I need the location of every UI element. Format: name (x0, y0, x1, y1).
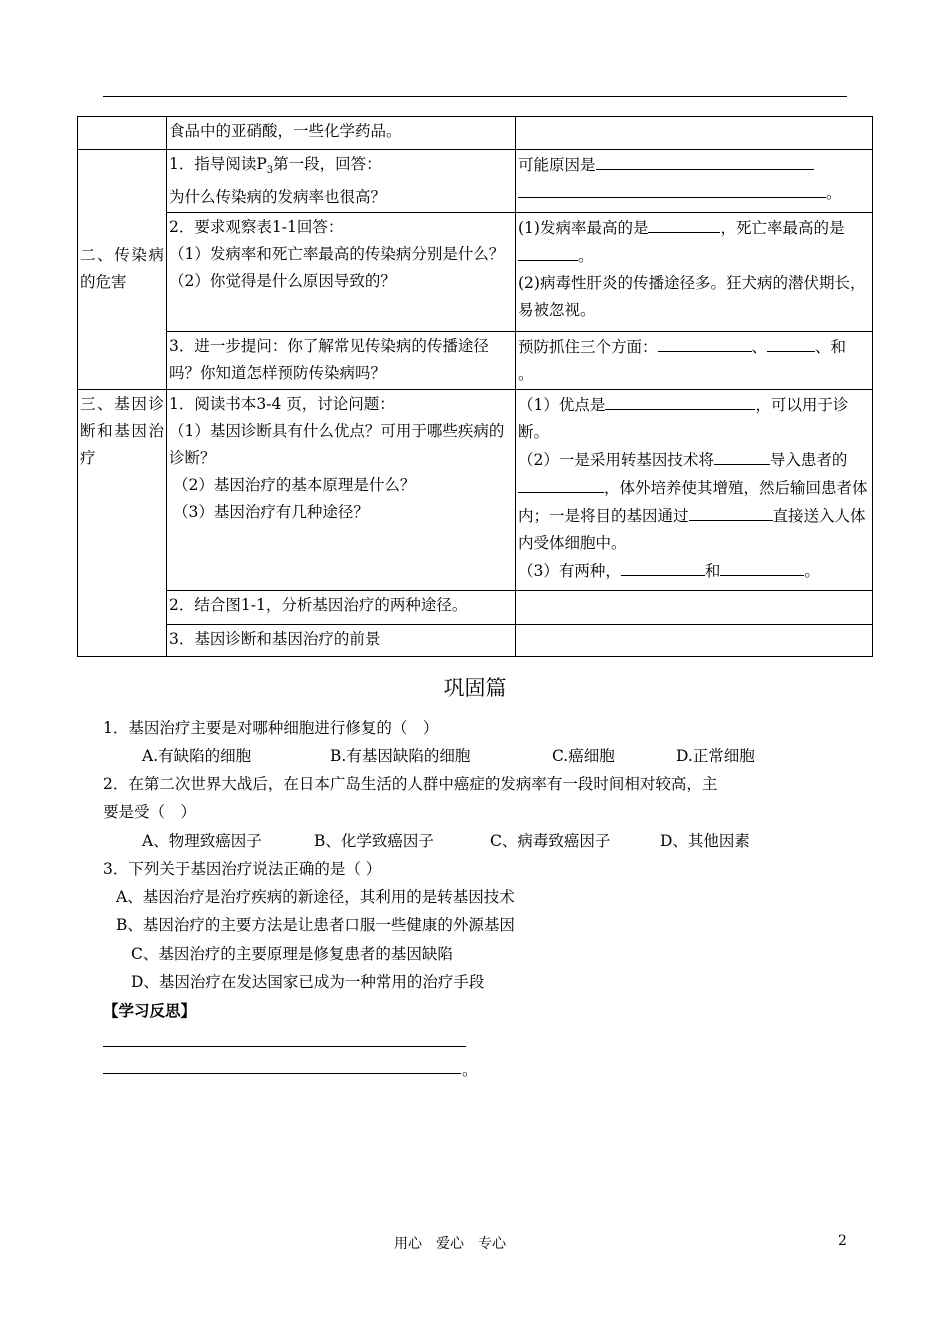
blank[interactable] (648, 214, 720, 233)
option[interactable]: C、病毒致癌因子 (490, 832, 611, 850)
blank[interactable] (518, 242, 578, 261)
blank[interactable] (518, 179, 826, 198)
option[interactable]: D、基因治疗在发达国家已成为一种常用的治疗手段 (131, 973, 485, 991)
header-rule (103, 96, 847, 97)
answer-cell: 可能原因是 。 (516, 150, 873, 213)
blank[interactable] (621, 557, 705, 576)
blank[interactable] (689, 502, 773, 521)
activity-cell: 食品中的亚硝酸，一些化学药品。 (167, 117, 516, 150)
table-row (78, 591, 873, 625)
table-row (78, 213, 873, 332)
activity-cell: 1．指导阅读$P_3$第一段，回答： 为什么传染病的发病率也很高？ (167, 150, 516, 213)
question-2-options (142, 827, 750, 855)
lesson-table (77, 116, 873, 657)
blank[interactable] (605, 391, 755, 410)
blank[interactable] (767, 333, 815, 352)
table-row (78, 117, 873, 150)
answer-cell (516, 591, 873, 625)
option[interactable]: B、化学致癌因子 (314, 832, 434, 850)
table-row (78, 390, 873, 591)
option[interactable]: D、其他因素 (660, 832, 750, 850)
blank[interactable] (596, 151, 814, 170)
option[interactable]: B.有基因缺陷的细胞 (330, 747, 471, 765)
question-1-options (142, 742, 755, 770)
table-row (78, 332, 873, 390)
answer-cell (516, 117, 873, 150)
activity-cell: 1．阅读书本3-4 页，讨论问题： （1）基因诊断具有什么优点？可用于哪些疾病的诊断？ （2）基因治疗的基本原理是什么？ （3）基因治疗有几种途径？ (167, 390, 516, 591)
footer-motto: 用心 爱心 专心 (394, 1236, 506, 1252)
blank[interactable] (518, 474, 604, 493)
option[interactable]: C、基因治疗的主要原理是修复患者的基因缺陷 (131, 945, 453, 963)
page-number: 2 (838, 1233, 847, 1249)
answer-cell: (1)发病率最高的是 ，死亡率最高的是。 (2)病毒性肝炎的传播途径多。狂犬病的潜伏期长，易被忽视。 (516, 213, 873, 332)
section-title: 巩固篇 (443, 676, 507, 700)
activity-cell: 2．要求观察表1-1回答： （1）发病率和死亡率最高的传染病分别是什么？ （2）你觉得是什么原因导致的？ (167, 213, 516, 332)
activity-cell: 3．进一步提问：你了解常见传染病的传播途径吗？你知道怎样预防传染病吗？ (167, 332, 516, 390)
reflection-end-mark: 。 (462, 1061, 478, 1079)
question-1: 1．基因治疗主要是对哪种细胞进行修复的（ ） (103, 719, 439, 737)
reflection-line[interactable] (103, 1073, 461, 1074)
blank[interactable] (658, 333, 752, 352)
option[interactable]: A.有缺陷的细胞 (142, 747, 252, 765)
section-label-empty (78, 117, 167, 150)
option[interactable]: D.正常细胞 (676, 747, 755, 765)
table-row (78, 150, 873, 213)
option[interactable]: A、基因治疗是治疗疾病的新途径，其利用的是转基因技术 (116, 888, 515, 906)
reflection-line[interactable] (103, 1046, 466, 1047)
answer-cell: 预防抓住三个方面： 、 、和 。 (516, 332, 873, 390)
section-label: 三、基因诊断和基因治疗 (78, 390, 167, 657)
blank[interactable] (720, 557, 804, 576)
activity-cell: 2．结合图1-1，分析基因治疗的两种途径。 (167, 591, 516, 625)
section-label: 二、传染病的危害 (78, 150, 167, 390)
table-row (78, 625, 873, 657)
reflection-title: 【学习反思】 (103, 1001, 197, 1020)
question-3: 3．下列关于基因治疗说法正确的是（ ） (103, 860, 382, 878)
answer-cell: （1）优点是 ，可以用于诊断。 （2）一是采用转基因技术将 导入患者的，体外培养使其增殖，然后输回患者体内；一是将目的基因通过 直接送入人体内受体细胞中。 （3）有两种， 和 。 (516, 390, 873, 591)
option[interactable]: A、物理致癌因子 (142, 832, 262, 850)
blank[interactable] (714, 446, 770, 465)
option[interactable]: B、基因治疗的主要方法是让患者口服一些健康的外源基因 (116, 916, 515, 934)
answer-cell (516, 625, 873, 657)
question-2: 2．在第二次世界大战后，在日本广岛生活的人群中癌症的发病率有一段时间相对较高，主 (103, 775, 718, 793)
option[interactable]: C.癌细胞 (552, 747, 615, 765)
activity-cell: 3．基因诊断和基因治疗的前景 (167, 625, 516, 657)
question-2-line2: 要是受（ ） (103, 803, 197, 821)
